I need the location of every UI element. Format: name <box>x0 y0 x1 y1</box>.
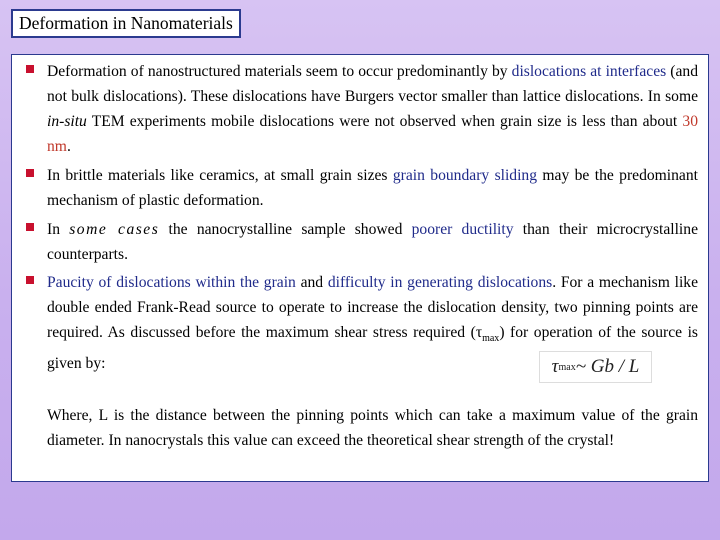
text-run: ) for operation of the source is given by: <box>47 324 698 373</box>
formula-tau-max <box>539 351 652 383</box>
text-run: In brittle materials like ceramics, at small grain sizes <box>47 167 393 184</box>
highlight-30nm: 30 nm <box>47 113 698 155</box>
formula-lhs: τ <box>551 356 559 377</box>
bullet-item-3 <box>26 217 698 267</box>
bullet-text-3 <box>47 217 698 267</box>
highlight-dislocations-at-interfaces: dislocations at interfaces <box>511 63 667 80</box>
tau-symbol: τ <box>475 324 483 341</box>
text-run: TEM experiments mobile dislocations were not observed when grain size is less than about <box>86 113 683 130</box>
text-run: than their microcrystalline counterparts. <box>47 221 698 263</box>
italic-in-situ: in-situ <box>47 113 87 130</box>
formula-rhs: ~ Gb / L <box>575 356 640 377</box>
text-run: and <box>295 274 328 291</box>
bullet-square-icon <box>26 169 34 177</box>
text-run: the nanocrystalline sample showed <box>159 221 412 238</box>
formula-subscript: max <box>558 361 576 373</box>
highlight-paucity-of-dislocations: Paucity of dislocations within the grain <box>47 274 296 291</box>
slide-title-text: Deformation in Nanomaterials <box>19 13 233 33</box>
bullet-item-1 <box>26 59 698 159</box>
bullet-square-icon <box>26 276 34 284</box>
italic-some-cases: some cases <box>69 221 160 238</box>
text-run: (and not bulk dislocations). These dislocations have Burgers vector smaller than lattice dislocations. In some <box>47 63 699 105</box>
highlight-poorer-ductility: poorer ductility <box>411 221 514 238</box>
slide-title <box>11 9 241 38</box>
text-run: Deformation of nanostructured materials seem to occur predominantly by <box>47 63 512 80</box>
text-run: may be the predominant mechanism of plastic deformation. <box>47 167 698 209</box>
text-run: In <box>47 221 70 238</box>
highlight-difficulty-generating: difficulty in generating dislocations <box>327 274 553 291</box>
highlight-grain-boundary-sliding: grain boundary sliding <box>392 167 538 184</box>
text-run: . <box>66 138 71 155</box>
explanation-paragraph: Where, L is the distance between the pinning points which can take a maximum value of the grain diameter. In nanocrystals this value can exceed the theoretical shear strength of the crystal! <box>47 407 698 449</box>
bullet-square-icon <box>26 223 34 231</box>
content-panel <box>11 54 709 482</box>
tau-subscript: max <box>482 333 500 345</box>
text-run: . For a mechanism like double ended Frank-Read source to operate to increase the dislocation density, two pinning points are required. As discussed before the maximum shear stress required ( <box>47 274 698 341</box>
bullet-square-icon <box>26 65 34 73</box>
bullet-item-2 <box>26 163 698 213</box>
bullet-text-1 <box>47 59 698 159</box>
bullet-text-2 <box>47 163 698 213</box>
